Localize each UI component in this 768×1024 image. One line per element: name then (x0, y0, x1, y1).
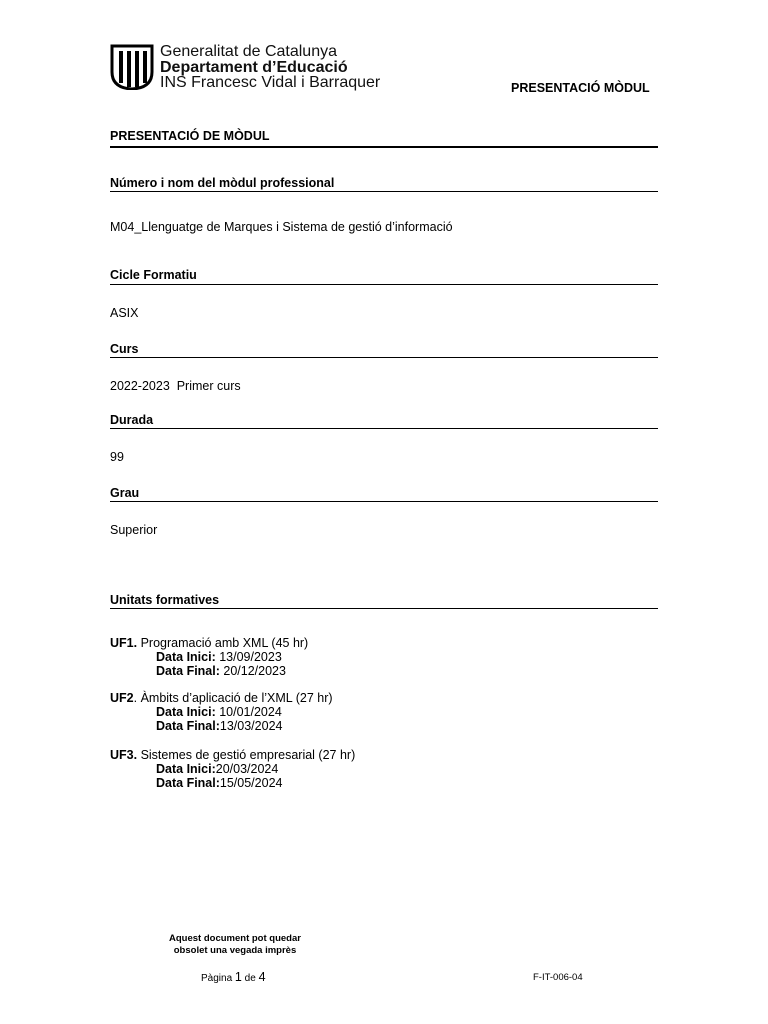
course-label: Curs (110, 342, 139, 356)
note-line-2: obsolet una vegada imprès (173, 945, 297, 956)
unit-title (110, 691, 333, 705)
main-heading: PRESENTACIÓ DE MÒDUL (110, 129, 270, 143)
start-date: 13/09/2023 (215, 650, 282, 664)
section-divider (110, 191, 658, 192)
section-divider (110, 428, 658, 429)
module-label: Número i nom del mòdul professional (110, 176, 335, 190)
unit-end (110, 664, 308, 678)
duration-label: Durada (110, 413, 154, 427)
start-label: Data Inici: (156, 705, 216, 719)
end-date: 15/05/2024 (219, 776, 283, 790)
org-line-3: INS Francesc Vidal i Barraquer (160, 74, 381, 91)
org-line-2: Departament d’Educació (160, 58, 348, 76)
course-value: 2022-2023 Primer curs (110, 379, 241, 393)
page-mid: de (241, 973, 259, 984)
unit-start (110, 762, 355, 776)
end-date: 20/12/2023 (219, 664, 286, 678)
unit-name: . Àmbits d’aplicació de l’XML (27 hr) (133, 691, 333, 705)
organization-name (160, 44, 380, 91)
document-title: PRESENTACIÓ MÒDUL (511, 81, 650, 95)
unit-code: UF3. (110, 748, 138, 762)
unit-start (110, 705, 333, 719)
start-date: 10/01/2024 (215, 705, 282, 719)
unit-block-uf3 (110, 748, 355, 790)
units-label: Unitats formatives (110, 593, 220, 607)
start-date: 20/03/2024 (215, 762, 279, 776)
section-divider (110, 501, 658, 502)
unit-start (110, 650, 308, 664)
unit-end (110, 719, 333, 733)
cycle-label: Cicle Formatiu (110, 268, 197, 282)
page-prefix: Pàgina (201, 973, 235, 984)
generalitat-logo-icon (110, 44, 154, 90)
duration-value: 99 (110, 450, 124, 464)
page-total: 4 (258, 970, 266, 984)
module-value: M04_Llenguatge de Marques i Sistema de gestió d’informació (110, 220, 453, 234)
grade-label: Grau (110, 486, 140, 500)
unit-name: Programació amb XML (45 hr) (137, 636, 309, 650)
unit-code: UF1. (110, 636, 138, 650)
note-line-1: Aquest document pot quedar (169, 933, 301, 944)
unit-code: UF2 (110, 691, 134, 705)
unit-title (110, 748, 355, 762)
end-label: Data Final: (156, 719, 220, 733)
grade-value: Superior (110, 523, 158, 537)
obsolescence-note (150, 933, 320, 957)
section-divider (110, 284, 658, 285)
cycle-value: ASIX (110, 306, 139, 320)
start-label: Data Inici: (156, 762, 216, 776)
start-label: Data Inici: (156, 650, 216, 664)
end-label: Data Final: (156, 664, 220, 678)
section-divider (110, 608, 658, 609)
unit-name: Sistemes de gestió empresarial (27 hr) (137, 748, 356, 762)
unit-block-uf2 (110, 691, 333, 733)
unit-title (110, 636, 308, 650)
heading-divider (110, 146, 658, 148)
org-line-1: Generalitat de Catalunya (160, 43, 337, 60)
end-date: 13/03/2024 (219, 719, 283, 733)
form-code: F-IT-006-04 (533, 972, 583, 983)
page-current: 1 (234, 970, 242, 984)
page-number (201, 970, 266, 984)
section-divider (110, 357, 658, 358)
unit-end (110, 776, 355, 790)
unit-block-uf1 (110, 636, 308, 678)
end-label: Data Final: (156, 776, 220, 790)
